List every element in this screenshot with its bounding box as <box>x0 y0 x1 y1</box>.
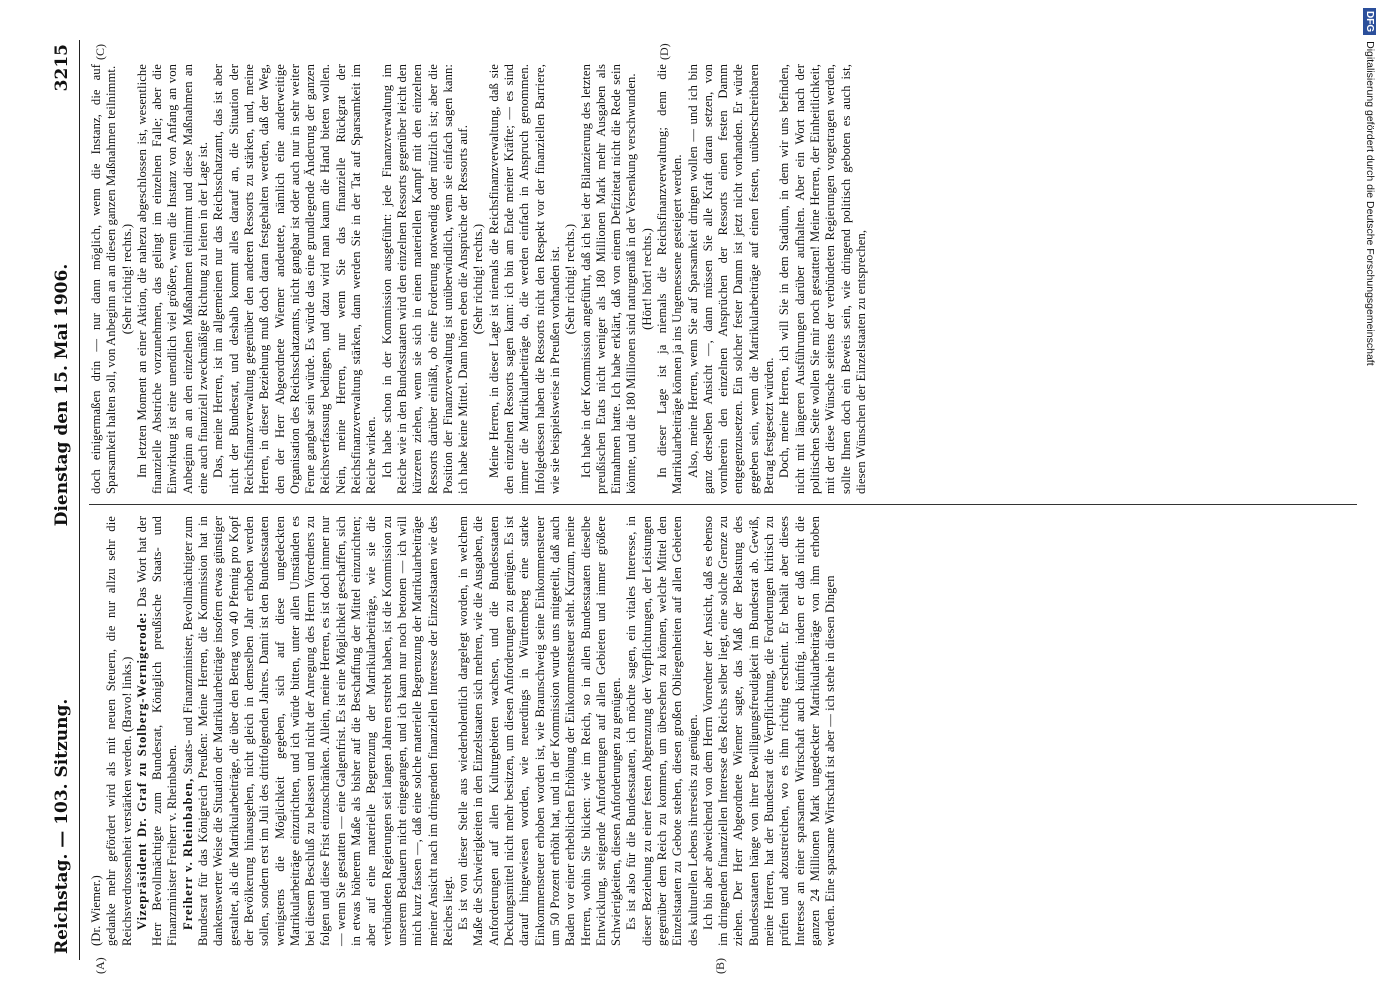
left-text-column <box>89 516 1359 946</box>
paragraph-rheinbaben <box>181 516 456 946</box>
header-date: Dienstag den 15. Mai 1906. <box>52 263 72 527</box>
paragraph: Doch, meine Herren, ich will Sie in dem Stadium, in dem wir uns befinden, nicht mit längeren Ausführungen darüber aufhalten. Aber ein Wort nach der politischen Seite wollen Sie mir noch gestatten! Meine Herren, der Einheitlichkeit, mit der diese Wünsche seitens der verbündeten Regierungen vorgetragen werden, sollte Ihnen doch ein Beweis sein, wie dringend politisch geboten es auch ist, diesen Wünschen der Einzelstaaten zu entsprechen, <box>777 64 868 494</box>
paragraph: Meine Herren, in dieser Lage ist niemals die Reichsfinanzverwaltung, daß sie den einzelnen Ressorts sagen kann: ich bin am Ende meiner Kräfte; — es sind immer die Matrikularbeiträge da, die werden einfach in Anspruch genommen. Infolgedessen haben die Ressorts nicht den Respekt vor der finanziellen Barriere, wie sie beispielsweise in Preußen vorhanden ist. <box>486 64 562 494</box>
speaker-context: (Dr. Wiemer.) <box>89 875 103 946</box>
paragraph-text: Staats- und Finanzminister, Bevollmächtigter zum Bundesrat für das Königreich Preußen: Meine Herren, die Kommission hat in dankenswerter Weise die Situation der Matrikularbeiträge insofern etwas günstiger gestaltet, als die Matrikularbeiträge, die über den Betrag von 40 Pfennig pro Kopf der Bevölkerung hinausgehen, nicht gleich in demselben Jahr erhoben werden sollen, sondern erst im Juli des drittfolgenden Jahres. Damit ist den Bundesstaaten wenigstens die Möglichkeit gegeben, sich auf diese ungedeckten Matrikularbeiträge einzurichten, und ich würde bitten, unter allen Umständen es bei diesem Beschluß zu belassen und nicht der Anregung des Herrn Vorredners zu folgen und diese Frist einzuschränken. Allein, meine Herren, es ist doch immer nur — wenn Sie gestatten — eine Galgenfrist. Es ist eine Möglichkeit geschaffen, sich in etwas höherem Maße als bisher auf die Beschaffung der Mittel einzurichten; aber auf eine materielle Begrenzung der Matrikularbeiträge, wie sie die verbündeten Regierungen seit langen Jahren erstrebt haben, ist die Kommission zu unserem Bedauern nicht eingegangen, und ich kann nur noch betonen — ich will mich kurz fassen —, daß eine solche materielle Begrenzung der Matrikularbeiträge meiner Ansicht nach im dringenden finanziellen Interesse der Einzelstaaten wie des Reiches liegt. <box>180 515 455 946</box>
paragraph: doch einigermaßen drin — nur dann möglich, wenn die Instanz, die auf Sparsamkeit halten soll, von Anbeginn an an diesen ganzen Maßnahmen teilnimmt. <box>89 64 119 494</box>
paragraph: Es ist also für die Bundesstaaten, ich möchte sagen, ein vitales Interesse, in dieser Beziehung zu einer festen Abgrenzung der Verpflichtungen, der Leistungen gegenüber dem Reich zu kommen, um übersehen zu können, welche Mittel den Einzelstaaten zu Gebote stehen, diesen großen Obliegenheiten auf allen Gebieten des kulturellen Lebens ihrerseits zu genügen. <box>624 516 700 946</box>
column-divider <box>89 504 1357 505</box>
dfg-logo: DFG <box>1363 8 1376 35</box>
right-text-column <box>89 64 1359 494</box>
margin-marker-c: (C) <box>93 44 107 60</box>
rotated-document-page <box>45 40 1365 974</box>
interjection: (Hört! hört! rechts.) <box>639 228 654 330</box>
interjection: (Sehr richtig! rechts.) <box>563 223 578 335</box>
page-header <box>45 40 80 960</box>
credit-text: Digitalisierung gefördert durch die Deutsche Forschungsgemeinschaft <box>1364 41 1376 366</box>
header-session: Reichstag. — 103. Sitzung. <box>52 698 72 954</box>
paragraph: gedanke mehr gefördert wird als mit neuen Steuern, die nur allzu sehr die Reichsverdrossenheit verstärken werden. (Bravo! links.) <box>104 516 134 946</box>
paragraph-text: Das Wort hat der Herr Bevollmächtigte zum Bundesrat, Königlich preußische Staats- und Finanzminister Freiherr v. Rheinbaben. <box>134 516 180 946</box>
margin-marker-a: (A) <box>93 957 107 974</box>
speaker-name: Vizepräsident Dr. Graf zu Stolberg-Wernigerode: <box>134 611 149 930</box>
paragraph: Ich bin aber abweichend von dem Herrn Vorredner der Ansicht, daß es ebenso im dringenden finanziellen Interesse des Reichs selber liegt, eine solche Grenze zu ziehen. Der Herr Abgeordnete Wiemer sagte, das Maß der Belastung des Bundesstaaten hänge von ihrer Bewilligungsfreudigkeit im Bundesrat ab. Gewiß, meine Herren, hat der Bundesrat die Verpflichtung, die Forderungen kritisch zu prüfen und abzustreichen, wo es ihm richtig erscheint. Er behält aber dieses Interesse an einer sparsamen Wirtschaft auch künftig, indem er daß nicht die ganzen 24 Millionen Mark ungedeckter Matrikularbeiträge von ihm erhoben werden. Eine sparsame Wirtschaft ist aber — ich stehe in diesen Dingen <box>700 516 838 946</box>
paragraph: In dieser Lage ist ja niemals die Reichsfinanzverwaltung; denn die Matrikularbeiträge können ja ins Ungemessene gesteigert werden. <box>654 64 685 494</box>
paragraph: Es ist von dieser Stelle aus wiederholentlich dargelegt worden, in welchem Maße die Schwierigkeiten in den Einzelstaaten sich mehren, wie die Ausgaben, die Anforderungen auf allen Kulturgebieten wachsen, und die Bundesstaaten Deckungsmittel nicht mehr besitzen, um diesen Anforderungen zu genügen. Es ist darauf hingewiesen worden, wie neuerdings in Württemberg eine starke Einkommensteuer erhoben worden ist, wie Braunschweig seine Einkommensteuer um 50 Prozent erhöht hat, und in der Kommission wurde uns mitgeteilt, daß auch Baden vor einer erheblichen Erhöhung der Einkommensteuer steht. Kurzum, meine Herren, wohin Sie blicken: wie im Reich, so in allen Bundesstaaten dieselbe Entwicklung, steigende Anforderungen auf allen Gebieten und immer größere Schwierigkeiten, diesen Anforderungen zu genügen. <box>456 516 624 946</box>
digitization-credit <box>1360 0 1383 1000</box>
margin-marker-d: (D) <box>657 43 671 60</box>
paragraph-vizepraesident <box>135 516 181 946</box>
paragraph: Ich habe in der Kommission angeführt, daß ich bei der Bilanzierung des letzten preußischen Etats nicht weniger als 180 Millionen Mark mehr Ausgaben als Einnahmen hatte. Ich habe erklärt, daß von einem Defizitetat nicht die Rede sein könnte, und die 180 Millionen sind naturgemäß in der Versenkung verschwunden. <box>578 64 639 494</box>
page-number: 3215 <box>52 44 72 92</box>
interjection: (Sehr richtig! rechts.) <box>119 223 134 335</box>
margin-marker-b: (B) <box>713 958 727 974</box>
interjection: (Sehr richtig! rechts.) <box>471 223 486 335</box>
paragraph: Ich habe schon in der Kommission ausgeführt: jede Finanzverwaltung im Reiche wie in den Bundesstaaten wird den einzelnen Ressorts gegenüber leicht den kürzeren ziehen, wenn sie sich in einen materiellen Kampf mit den einzelnen Ressorts darüber einläßt, ob eine Forderung notwendig oder nützlich ist; aber die Position der Finanzverwaltung ist unüberwindlich, wenn sie einfach sagen kann: ich habe keine Mittel. Dann hören eben die Ansprüche der Ressorts auf. <box>379 64 471 494</box>
paragraph: Im letzten Moment an einer Aktion, die nahezu abgeschlossen ist, wesentliche finanzielle Abstriche vorzunehmen, das gelingt im einzelnen Falle; aber die Einwirkung ist eine unendlich viel größere, wenn die Instanz von Anfang an von Anbeginn an an den einzelnen Maßnahmen teilnimmt und diese Maßnahmen an eine auch finanziell zweckmäßige Richtung zu leiten in der Lage ist. <box>134 64 211 494</box>
speaker-name: Freiherr v. Rheinbaben, <box>180 777 195 930</box>
paragraph: Das, meine Herren, ist im allgemeinen nur das Reichsschatzamt, das ist aber nicht der Bundesrat, und deshalb kommt alles darauf an, die Situation der Reichsfinanzverwaltung gegenüber den anderen Ressorts zu stärken, und, meine Herren, in dieser Beziehung muß doch daran festgehalten werden, daß der Weg, den der Herr Abgeordnete Wiemer andeutete, nämlich eine anderweitige Organisation des Reichsschatzamts, nicht gangbar ist oder auch nur in sehr weiter Ferne gangbar sein würde. Es würde das eine grundlegende Änderung der ganzen Reichsverfassung bedingen, und dazu wird man kaum die Hand bieten wollen. Nein, meine Herren, nur wenn Sie das finanzielle Rückgrat der Reichsfinanzverwaltung stärken, dann werden Sie in der Tat auf Sparsamkeit im Reiche wirken. <box>211 64 379 494</box>
paragraph: Also, meine Herren, wenn Sie auf Sparsamkeit dringen wollen — und ich bin ganz derselben Ansicht —, dann müssen Sie alle Kraft daran setzen, von vornherein den einzelnen Ansprüchen der Ressorts einen festen Damm entgegenzusetzen. Ein solcher fester Damm ist jetzt nicht vorhanden. Er würde gegeben sein, wenn die Matrikularbeiträge auf einen festen, unüberschreitbaren Betrag festgesetzt würden. <box>685 64 777 494</box>
